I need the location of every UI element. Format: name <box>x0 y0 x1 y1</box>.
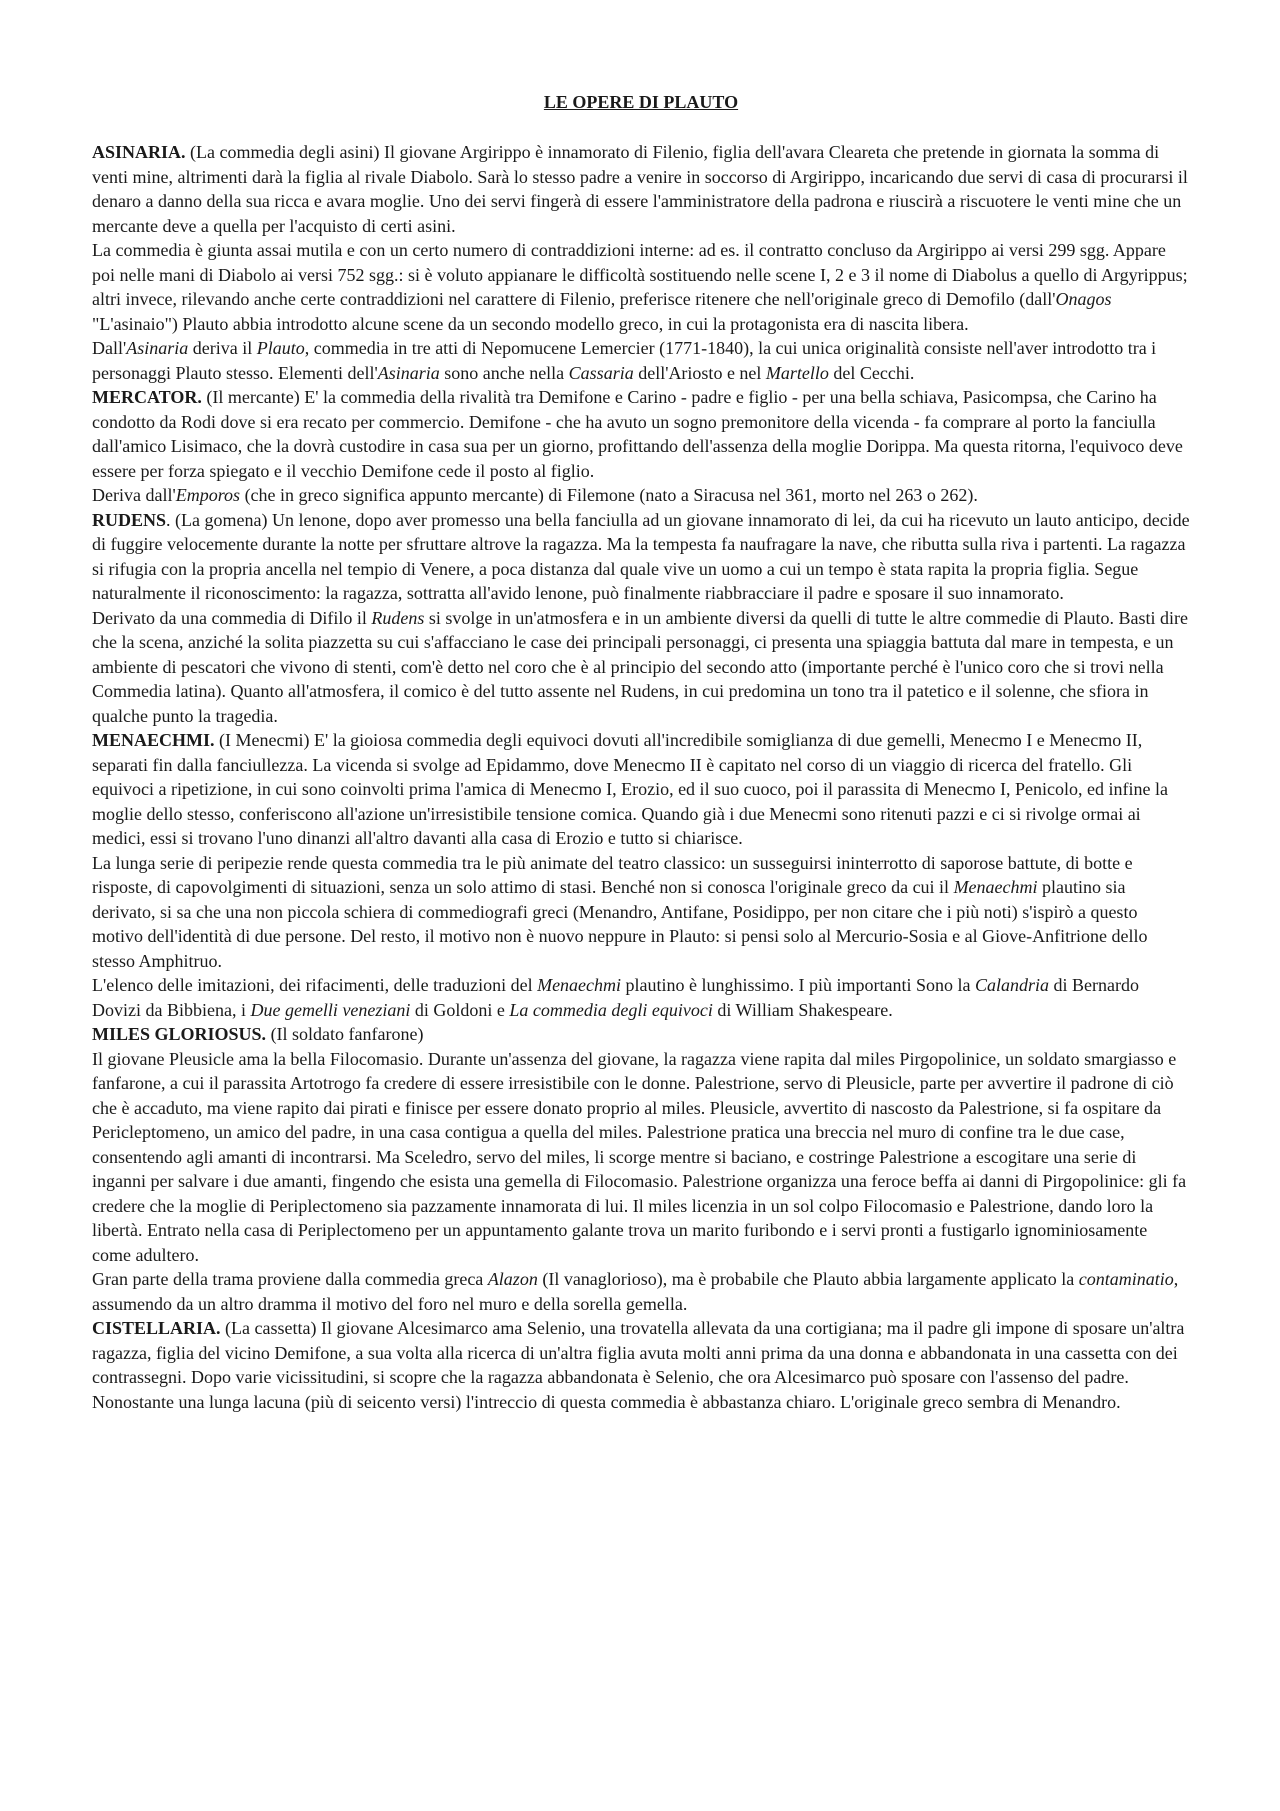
text-run: (Il mercante) E' la commedia della rivalità tra Demifone e Carino - padre e figlio - per una bella schiava, Pasicompsa, che Carino ha condotto da Rodi dove si era recato per commercio. Demifone - che ha avuto un sogno premonitore della vicenda - fa comprare al porto la fanciulla dall'amico Lisimaco, che la dovrà custodire in casa sua per un giorno, profittando dell'assenza della moglie Dorippa. Ma questa ritorna, l'equivoco deve essere per forza spiegato e il vecchio Demifone cede il posto al figlio. <box>92 387 1183 481</box>
section-heading: CISTELLARIA. <box>92 1318 221 1338</box>
text-run: (Il soldato fanfarone) <box>266 1024 424 1044</box>
text-run: Deriva dall' <box>92 485 176 505</box>
paragraph <box>92 1390 1190 1415</box>
paragraph <box>92 140 1190 238</box>
text-run: "L'asinaio") Plauto abbia introdotto alcune scene da un secondo modello greco, in cui la protagonista era di nascita libera. <box>92 313 969 334</box>
text-run: Gran parte della trama proviene dalla commedia greca <box>92 1269 488 1289</box>
section-heading: MERCATOR. <box>92 387 202 407</box>
section-heading: RUDENS <box>92 509 167 530</box>
text-run: (che in greco significa appunto mercante) di Filemone (nato a Siracusa nel 361, morto nel 263 o 262). <box>240 485 978 505</box>
italic-title: Due gemelli veneziani <box>250 999 411 1020</box>
italic-title: contaminatio <box>1078 1269 1174 1289</box>
paragraph <box>92 728 1190 851</box>
italic-title: La commedia degli equivoci <box>509 999 713 1020</box>
paragraph <box>92 508 1190 606</box>
text-run: (Il vanaglorioso), ma è probabile che Plauto abbia largamente applicato la <box>537 1269 1079 1289</box>
text-run: del Cecchi. <box>828 362 915 383</box>
italic-title: Martello <box>765 362 829 383</box>
text-run: Derivato da una commedia di Difilo il <box>92 607 372 628</box>
text-run: (La cassetta) Il giovane Alcesimarco ama Selenio, una trovatella allevata da una cortigiana; ma il padre gli impone di sposare un'altra ragazza, figlia del vicino Demifone, a sua volta alla ricerca di un'altra figlia avuta molti anni prima da una donna e abbandonata in una cassetta con dei contrassegni. Dopo varie vicissitudini, si scopre che la ragazza abbandonata è Selenio, che ora Alcesimarco può sposare con l'assenso del padre. <box>92 1318 1185 1387</box>
text-run: di Bernardo Dovizi da Bibbiena, i <box>92 975 1140 1020</box>
text-run: dell'Ariosto e nel <box>633 362 766 383</box>
text-run: Il giovane Pleusicle ama la bella Filocomasio. Durante un'assenza del giovane, la ragazza viene rapita dal miles Pirgopolinice, un soldato smargiasso e fanfarone, a cui il parassita Artotrogo fa credere di essere irresistibile con le donne. Palestrione, servo di Pleusicle, parte per avvertire il padrone di ciò che è accaduto, ma viene rapito dai pirati e finisce per essere donato proprio al miles. Pleusicle, avvertito di nascosto da Palestrione, si fa ospitare da Pericleptomeno, un amico del padre, in una casa contigua a quella del miles. Palestrione pratica una breccia nel muro di confine tra le due case, consentendo agli amanti di incontrarsi. Ma Sceledro, servo del miles, li scorge mentre si baciano, e costringe Palestrione a escogitare una serie di inganni per salvare i due amanti, fingendo che esista una gemella di Filocomasio. Palestrione organizza una feroce beffa ai danni di Pirgopolinice: gli fa credere che la moglie di Periplectomeno sia pazzamente innamorata di lui. Il miles licenzia in un sol colpo Filocomasio e Palestrione, dando loro la libertà. Entrato nella casa di Periplectomeno per un appuntamento galante trova un marito furibondo e i servi pronti a fustigarlo ignominiosamente come adultero. <box>92 1048 1187 1265</box>
paragraph <box>92 385 1190 483</box>
italic-title: Asinaria <box>377 362 440 383</box>
text-run: sono anche nella <box>439 362 569 383</box>
text-run: L'elenco delle imitazioni, dei rifacimenti, delle traduzioni del <box>92 975 538 995</box>
italic-title: Cassaria <box>568 362 634 383</box>
paragraph <box>92 1022 1190 1047</box>
paragraph <box>92 1047 1190 1268</box>
italic-title: Menaechmi <box>953 877 1038 897</box>
italic-title: Calandria <box>975 975 1050 995</box>
italic-title: Menaechmi <box>537 975 622 995</box>
paragraph <box>92 483 1190 508</box>
text-run: plautino sia derivato, si sa che una non piccola schiera di commediografi greci (Menandro, Antifane, Posidippo, per non citare che i più noti) s'ispirò a questo motivo dell'identità di due persone. Del resto, il motivo non è nuovo neppure in Plauto: si pensi solo al Mercurio-Sosia e al Giove-Anfitrione dello stesso Amphitruo. <box>92 877 1148 971</box>
text-run: (I Menecmi) E' la gioiosa commedia degli equivoci dovuti all'incredibile somiglianza di due gemelli, Menecmo I e Menecmo II, separati fin dalla fanciullezza. La vicenda si svolge ad Epidammo, dove Menecmo II è capitato nel corso di un viaggio di ricerca del fratello. Gli equivoci a ripetizione, in cui sono coinvolti prima l'amica di Menecmo I, Erozio, ed il suo cuoco, poi il parassita di Menecmo I, Penicolo, ed infine la moglie dello stesso, conferiscono all'azione un'irresistibile tensione comica. Quando già i due Menecmi sono ritenuti pazzi e ci si rivolge ormai ai medici, essi si trovano l'uno dinanzi all'altro davanti alla casa di Erozio e tutto si chiarisce. <box>92 730 1168 848</box>
italic-title: Asinaria <box>126 338 189 358</box>
text-run: di Goldoni e <box>410 999 510 1020</box>
section-heading: MILES GLORIOSUS. <box>92 1024 267 1044</box>
text-run: (La commedia degli asini) Il giovane Argirippo è innamorato di Filenio, figlia dell'avara Cleareta che pretende in giornata la somma di venti mine, altrimenti darà la figlia al rivale Diabolo. Sarà lo stesso padre a venire in soccorso di Argirippo, incaricando due servi di casa di procurarsi il denaro a danno della sua ricca e avara moglie. Uno dei servi fingerà di essere l'amministratore della padrona e riuscirà a riscuotere le venti mine che un mercante deve a quella per l'acquisto di certi asini. <box>92 142 1188 236</box>
text-run: Nonostante una lunga lacuna (più di seicento versi) l'intreccio di questa commedia è abbastanza chiaro. L'originale greco sembra di Menandro. <box>92 1391 1121 1412</box>
text-run: plautino è lunghissimo. I più importanti Sono la <box>621 975 976 995</box>
text-run: La commedia è giunta assai mutila e con un certo numero di contraddizioni interne: ad es. il contratto concluso da Argirippo ai versi 299 sgg. Appare poi nelle mani di Diabolo ai versi 752 sgg.: si è voluto appianare le difficoltà sostituendo nelle scene I, 2 e 3 il nome di Diabolus a quello di Argyrippus; altri invece, rilevando anche certe contraddizioni nel carattere di Filenio, preferisce ritenere che nell'originale greco di Demofilo (dall' <box>92 240 1188 309</box>
paragraph <box>92 336 1190 385</box>
document-body <box>92 140 1190 1414</box>
text-run: , assumendo da un altro dramma il motivo del foro nel muro e della sorella gemella. <box>92 1269 1179 1314</box>
text-run: di William Shakespeare. <box>712 999 893 1020</box>
paragraph <box>92 1316 1190 1390</box>
paragraph <box>92 606 1190 729</box>
italic-title: Plauto <box>256 338 305 358</box>
text-run: Dall' <box>92 338 127 358</box>
text-run: deriva il <box>188 338 257 358</box>
page-title: LE OPERE DI PLAUTO <box>543 92 739 112</box>
text-run: . (La gomena) Un lenone, dopo aver promesso una bella fanciulla ad un giovane innamorato di lei, da cui ha ricevuto un lauto anticipo, decide di fuggire velocemente durante la notte per sfruttare altrove la ragazza. Ma la tempesta fa naufragare la nave, che ributta sulla riva i partenti. La ragazza si rifugia con la propria ancella nel tempio di Venere, a poca distanza dal quale vive un uomo a cui un tempo è stata rapita la propria figlia. Segue naturalmente il riconoscimento: la ragazza, sottratta all'avido lenone, può finalmente riabbracciare il padre e sposare il suo innamorato. <box>92 509 1190 603</box>
paragraph <box>92 238 1190 336</box>
paragraph <box>92 973 1190 1022</box>
italic-title: Onagos <box>1055 289 1112 309</box>
italic-title: Emporos <box>175 485 241 505</box>
text-run: si svolge in un'atmosfera e in un ambiente diversi da quelli di tutte le altre commedie di Plauto. Basti dire che la scena, anziché la solita piazzetta su cui s'affacciano le case dei principali personaggi, ci presenta una spiaggia battuta dal mare in tempesta, e un ambiente di pescatori che vivono di stenti, com'è detto nel coro che è al principio del secondo atto (importante perché è l'unico coro che si trovi nella Commedia latina). Quanto all'atmosfera, il comico è del tutto assente nel Rudens, in cui predomina un tono tra il patetico e il solenne, che sfiora in qualche punto la tragedia. <box>92 607 1188 726</box>
section-heading: ASINARIA. <box>92 142 186 162</box>
text-run: , commedia in tre atti di Nepomucene Lemercier (1771-1840), la cui unica originalità consiste nell'aver introdotto tra i personaggi Plauto stesso. Elementi dell' <box>92 338 1157 383</box>
paragraph <box>92 1267 1190 1316</box>
text-run: La lunga serie di peripezie rende questa commedia tra le più animate del teatro classico: un susseguirsi ininterrotto di saporose battute, di botte e risposte, di capovolgimenti di situazioni, senza un solo attimo di stasi. Benché non si conosca l'originale greco da cui il <box>92 852 1133 897</box>
italic-title: Alazon <box>487 1269 538 1289</box>
paragraph <box>92 851 1190 974</box>
section-heading: MENAECHMI. <box>92 730 215 750</box>
italic-title: Rudens <box>371 607 425 628</box>
